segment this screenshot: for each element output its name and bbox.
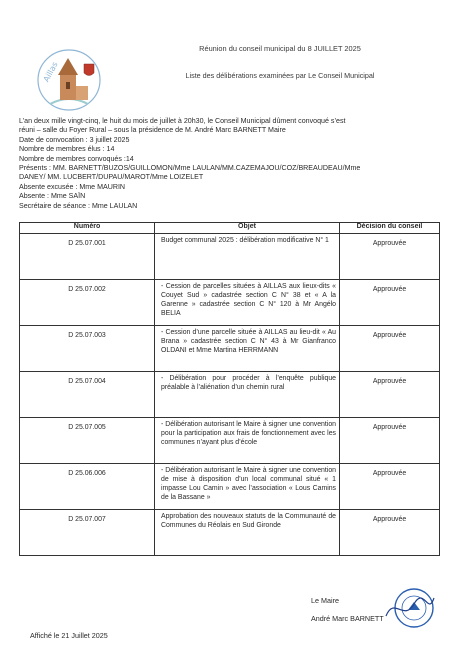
row-decision: Approuvée (340, 326, 440, 372)
posting-date: Affiché le 21 Juillet 2025 (30, 631, 108, 640)
mairie-stamp (384, 586, 436, 630)
intro-line: L’an deux mille vingt-cinq, le huit du mois de juillet à 20h30, le Conseil Municipal dûment convoqué s’est (19, 117, 346, 125)
row-decision: Approuvée (340, 464, 440, 510)
row-decision: Approuvée (340, 280, 440, 326)
row-numero: D 25.07.004 (20, 372, 155, 418)
signature-name: André Marc BARNETT (311, 614, 384, 623)
row-objet: Approbation des nouveaux statuts de la Communauté de Communes du Réolais en Sud Gironde (155, 510, 340, 556)
row-numero: D 25.07.003 (20, 326, 155, 372)
signature-title: Le Maire (311, 596, 339, 605)
row-decision: Approuvée (340, 372, 440, 418)
column-header-numero: Numéro (20, 223, 155, 234)
members-elected: Nombre de membres élus : 14 (19, 145, 115, 154)
absent: Absente : Mme SAÏN (19, 192, 86, 201)
row-objet: - Cession de parcelles situées à AILLAS aux lieux-dits « Couyet Sud » cadastrée section C N° 38 et « A la Garenne » cadastrée section C N° 120 à Mr Angélo BELIA (155, 280, 340, 326)
row-decision: Approuvée (340, 418, 440, 464)
members-convened: Nombre de membres convoqués :14 (19, 154, 134, 163)
table-row (20, 510, 440, 556)
page-subtitle: Liste des délibérations examinées par Le Conseil Municipal (185, 71, 375, 80)
logo-shield-icon (84, 64, 94, 76)
table-row (20, 464, 440, 510)
convocation-date: Date de convocation : 3 juillet 2025 (19, 135, 130, 144)
column-header-objet: Objet (155, 223, 340, 234)
row-objet: Budget communal 2025 : délibération modificative N° 1 (155, 234, 340, 280)
commune-logo (36, 44, 102, 112)
table-row (20, 234, 440, 280)
row-objet: - Délibération pour procéder à l’enquête publique préalable à l’aliénation d’un chemin rural (155, 372, 340, 418)
row-objet: - Cession d’une parcelle située à AILLAS au lieu-dit « Au Brana » cadastrée section C N° 43 à Mr Gianfranco OLDANI et Mme Martina HERRMANN (155, 326, 340, 372)
logo-text: Aillas (41, 60, 60, 84)
table-header-row (20, 223, 440, 234)
logo-church-window (66, 82, 70, 89)
meeting-intro (19, 117, 439, 211)
row-numero: D 25.06.006 (20, 464, 155, 510)
handwritten-signature (386, 598, 434, 616)
table-row (20, 280, 440, 326)
row-decision: Approuvée (340, 510, 440, 556)
page-title: Réunion du conseil municipal du 8 JUILLET 2025 (199, 44, 361, 53)
excused-absent: Absente excusée : Mme MAURIN (19, 182, 126, 191)
table-row (20, 418, 440, 464)
present-members: Présents : MM. BARNETT/BUZOS/GUILLOMON/Mme LAULAN/MM.CAZEMAJOU/COZ/BREAUDEAU/Mme (19, 164, 361, 173)
row-numero: D 25.07.007 (20, 510, 155, 556)
session-secretary: Secrétaire de séance : Mme LAULAN (19, 201, 138, 210)
table-row (20, 372, 440, 418)
present-members-cont: DANEY/ MM. LUCBERT/DUPAU/MAROT/Mme LOIZELET (19, 173, 204, 182)
column-header-decision: Décision du conseil (340, 223, 440, 234)
row-objet: - Délibération autorisant le Maire à signer une convention pour la participation aux frais de fonctionnement avec les communes n’ayant plus d’école (155, 418, 340, 464)
row-numero: D 25.07.001 (20, 234, 155, 280)
row-numero: D 25.07.002 (20, 280, 155, 326)
logo-church-spire (58, 58, 78, 75)
row-decision: Approuvée (340, 234, 440, 280)
intro-line: réuni – salle du Foyer Rural – sous la présidence de M. André Marc BARNETT Maire (19, 126, 286, 135)
row-objet: - Délibération autorisant le Maire à signer une convention de mise à disposition d’un local communal situé « 1 impasse Lou Camin » avec l’association « Lous Camins de la Bassane » (155, 464, 340, 510)
table-row (20, 326, 440, 372)
logo-church-nave (76, 86, 88, 100)
deliberations-table (19, 222, 440, 556)
row-numero: D 25.07.005 (20, 418, 155, 464)
